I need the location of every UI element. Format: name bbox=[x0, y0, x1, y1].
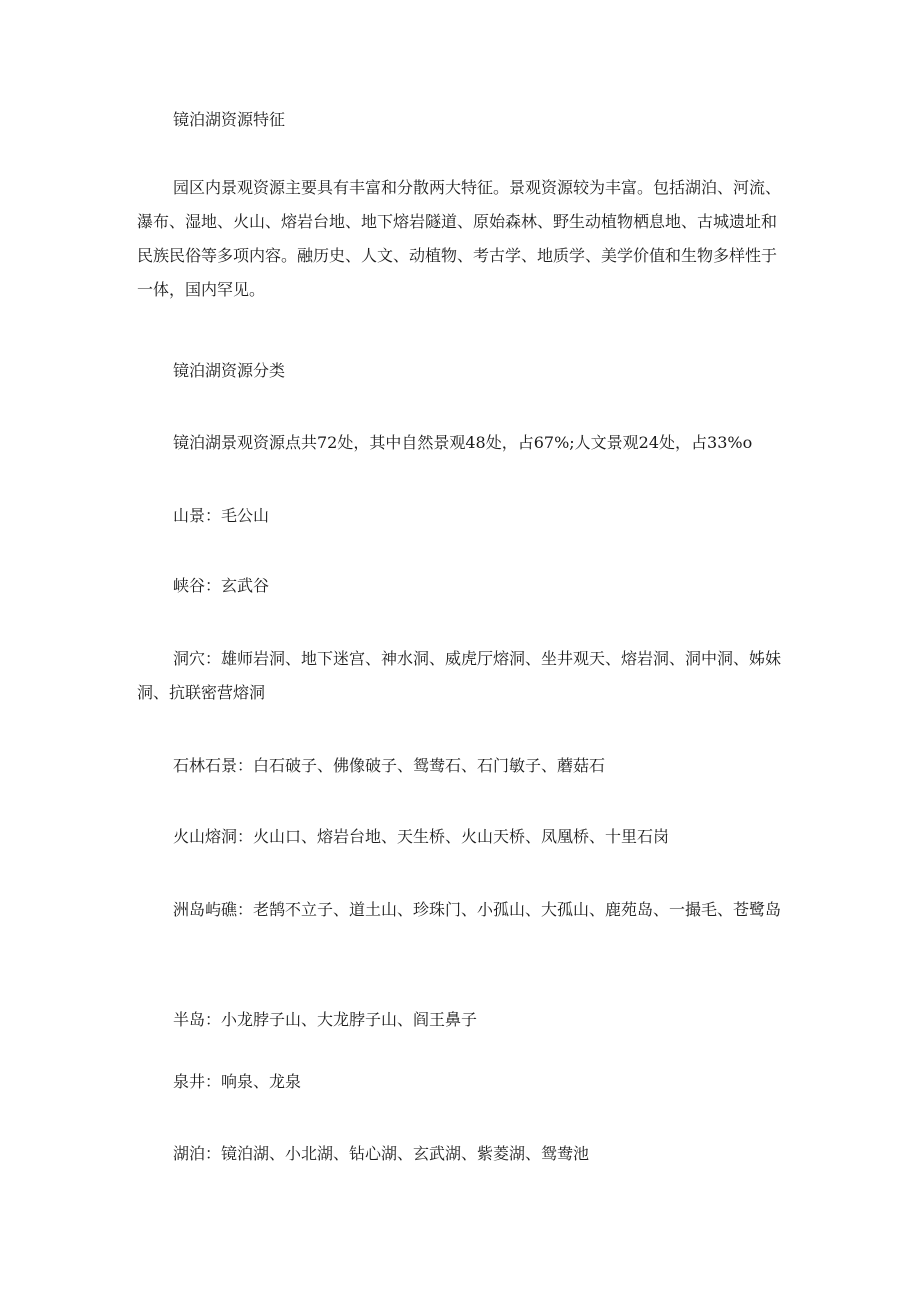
list-item: 石林石景：白石破子、佛像破子、鸳鸯石、石门敏子、蘑菇石 bbox=[173, 756, 606, 775]
section-heading-features: 镜泊湖资源特征 bbox=[173, 110, 286, 129]
list-item: 湖泊：镜泊湖、小北湖、钻心湖、玄武湖、紫菱湖、鸳鸯池 bbox=[173, 1144, 590, 1163]
list-item: 泉井：响泉、龙泉 bbox=[173, 1072, 302, 1091]
list-item: 山景：毛公山 bbox=[173, 506, 270, 525]
list-item: 洲岛屿礁：老鹄不立子、道土山、珍珠门、小孤山、大孤山、鹿苑岛、一撮毛、苍鹭岛 bbox=[173, 900, 782, 919]
list-item: 火山熔洞：火山口、熔岩台地、天生桥、火山天桥、凤凰桥、十里石岗 bbox=[173, 827, 670, 846]
section-heading-classification: 镜泊湖资源分类 bbox=[173, 361, 286, 380]
list-item: 半岛：小龙脖子山、大龙脖子山、阎王鼻子 bbox=[173, 1010, 478, 1029]
classification-summary: 镜泊湖景观资源点共72处，其中自然景观48处，占67%;人文景观24处，占33%o bbox=[173, 433, 753, 452]
features-paragraph: 园区内景观资源主要具有丰富和分散两大特征。景观资源较为丰富。包括湖泊、河流、瀑布、湿地、火山、熔岩台地、地下熔岩隧道、原始森林、野生动植物栖息地、古城遗址和民族民俗等多项内容。融历史、人文、动植物、考古学、地质学、美学价值和生物多样性于一体，国内罕见。 bbox=[137, 178, 782, 299]
list-item: 洞穴：雄师岩洞、地下迷宫、神水洞、威虎厅熔洞、坐井观天、熔岩洞、洞中洞、姊妹洞、抗联密营熔洞 bbox=[137, 649, 782, 702]
list-item: 峡谷：玄武谷 bbox=[173, 576, 270, 595]
